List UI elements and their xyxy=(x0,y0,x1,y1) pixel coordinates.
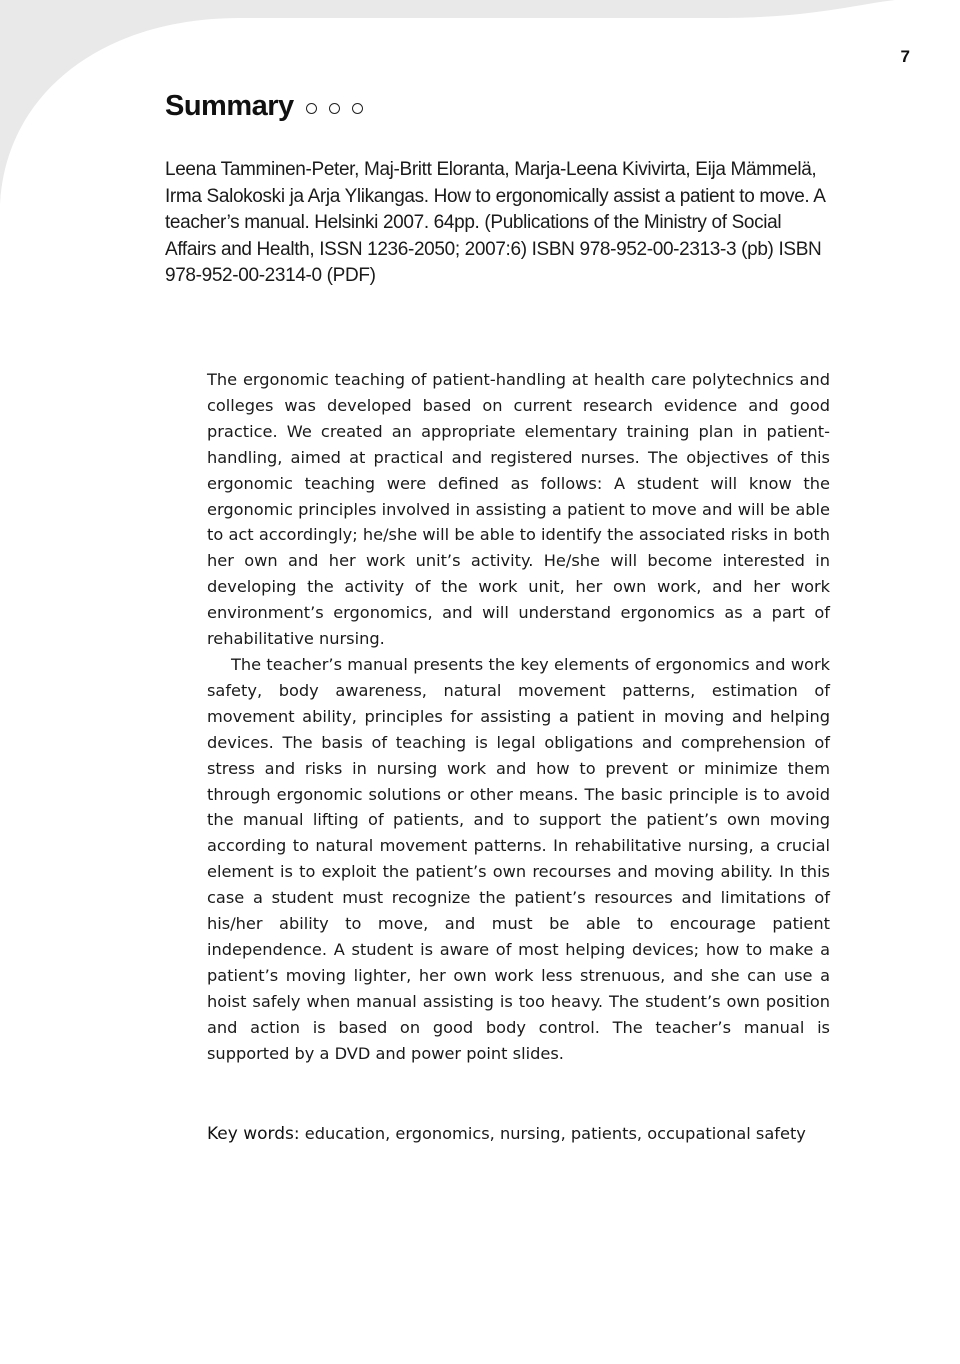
keywords-text: education, ergonomics, nursing, patients, occupational safety xyxy=(304,1124,806,1143)
bibliographic-citation: Leena Tamminen-Peter, Maj-Britt Eloranta, Marja-Leena Kivivirta, Eija Mämmelä, Irma Salokoski ja Arja Ylikangas. How to ergonomically assist a patient to move. A teacher’s manual. Helsinki 2007. 64pp. (Publications of the Ministry of Social Affairs and Health, ISSN 1236-2050; 2007:6) ISBN 978-952-00-2313-3 (pb) ISBN 978-952-00-2314-0 (PDF) xyxy=(165,159,825,286)
abstract-body xyxy=(207,367,830,1066)
page-number: 7 xyxy=(900,47,910,66)
circle-icon xyxy=(306,103,317,114)
keywords-label: Key words: xyxy=(207,1124,300,1144)
title-text: Summary xyxy=(165,90,294,122)
circle-icon xyxy=(329,103,340,114)
page-title xyxy=(165,90,363,123)
keywords xyxy=(207,1121,830,1148)
title-circles-decoration xyxy=(306,103,363,114)
abstract-paragraph-1: The ergonomic teaching of patient-handling at health care polytechnics and colleges was developed based on current research evidence and good practice. We created an appropriate elementary training plan in patient-handling, aimed at practical and registered nurses. The objectives of this ergonomic teaching were defined as follows: A student will know the ergonomic principles involved in assisting a patient to move and will be able to act accordingly; he/she will be able to identify the associated risks in both her own and her work unit’s activity. He/she will become interested in developing the activity of the work unit, her own work, and her work environment’s ergonomics, and will understand ergonomics as a part of rehabilitative nursing. xyxy=(207,370,830,649)
abstract-paragraph-2: The teacher’s manual presents the key elements of ergonomics and work safety, body awareness, natural movement patterns, estimation of movement ability, principles for assisting a patient in moving and helping devices. The basis of teaching is legal obligations and comprehension of stress and risks in nursing work and how to prevent or minimize them through ergonomic solutions or other means. The basic principle is to avoid the manual lifting of patients, and to support the patient’s own moving according to natural movement patterns. In rehabilitative nursing, a crucial element is to exploit the patient’s own recourses and moving ability. In this case a student must recognize the patient’s resources and limitations of his/her ability to move, and must be able to encourage patient independence. A student is aware of most helping devices; how to make a patient’s moving lighter, her own work less strenuous, and she can use a hoist safely when manual assisting is too heavy. The student’s own position and action is based on good body control. The teacher’s manual is supported by a DVD and power point slides. xyxy=(207,654,830,1063)
circle-icon xyxy=(352,103,363,114)
